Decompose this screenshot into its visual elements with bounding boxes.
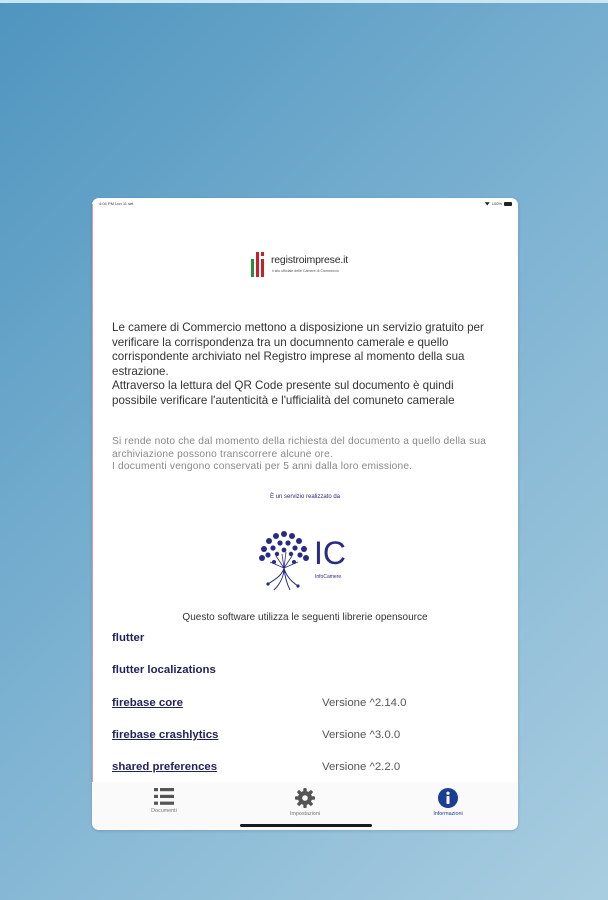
library-link-shared-preferences[interactable]: shared preferences — [112, 761, 218, 773]
library-row — [112, 664, 498, 680]
wifi-icon — [485, 202, 490, 206]
gear-icon — [295, 788, 315, 808]
retention-note — [112, 436, 498, 474]
library-link-firebase-crashlytics[interactable]: firebase crashlytics — [112, 729, 219, 741]
library-version: Versione ^2.14.0 — [322, 697, 407, 709]
infocamere-logo — [254, 524, 360, 596]
library-name: flutter — [112, 632, 145, 644]
tab-label: Documenti — [151, 808, 177, 814]
library-version: Versione ^3.0.0 — [322, 729, 401, 741]
library-row — [112, 697, 498, 713]
status-bar — [92, 198, 518, 210]
libraries-title: Questo software utilizza le seguenti librerie opensource — [182, 612, 428, 623]
library-version: Versione ^2.2.0 — [322, 761, 401, 773]
bottom-tab-bar — [92, 782, 518, 830]
library-row — [112, 761, 498, 777]
status-date: Lun 11 set — [115, 201, 134, 206]
top-highlight — [0, 0, 608, 3]
battery-icon — [504, 202, 512, 206]
intro-text — [112, 321, 498, 409]
note-line-1: Si rende noto che dal momento della richiesta del documento a quello della sua archiviazione possono transcorrere alcune ore. — [112, 436, 487, 460]
library-row — [112, 632, 498, 648]
home-indicator — [240, 824, 372, 827]
status-indicators — [485, 201, 512, 206]
library-link-firebase-core[interactable]: firebase core — [112, 697, 183, 709]
info-icon — [438, 788, 458, 808]
tab-documenti[interactable] — [114, 788, 214, 814]
tab-label: Impostazioni — [289, 811, 321, 817]
tablet-screen — [92, 198, 518, 830]
infocamere-name: InfoCamere — [315, 574, 342, 580]
service-label: È un servizio realizzato da — [269, 494, 341, 500]
status-time-date — [99, 201, 133, 206]
infocamere-initials: IC — [314, 535, 346, 571]
intro-paragraph-2: Attraverso la lettura del QR Code presente sul documento è quindi possibile verificare l'autenticità e l'ufficialità del comuneto camerale — [112, 379, 455, 407]
list-icon — [154, 788, 174, 805]
infocamere-tree-icon — [259, 531, 309, 590]
tab-impostazioni[interactable] — [255, 788, 355, 817]
logo-subtitle: il sito ufficiale delle Camere di Commercio — [272, 269, 339, 273]
library-name: flutter localizations — [112, 664, 216, 676]
library-row — [112, 729, 498, 745]
note-line-2: I documenti vengono conservati per 5 anni dalla loro emissione. — [112, 461, 413, 473]
registroimprese-logo — [250, 249, 362, 279]
battery-percent: 100% — [491, 201, 502, 206]
tab-informazioni[interactable] — [398, 788, 498, 817]
intro-paragraph-1: Le camere di Commercio mettono a disposizione un servizio gratuito per verificare la corrispondenza tra un documnento camerale e quello corrispondente archiviato nel Registro imprese al momento della sua estrazione. — [112, 321, 484, 378]
tab-label: Informazioni — [433, 811, 463, 817]
logo-name: registroimprese.it — [271, 254, 348, 266]
status-time: 4:04 PM — [99, 201, 114, 206]
registro-imprese-logo-icon — [250, 250, 268, 278]
